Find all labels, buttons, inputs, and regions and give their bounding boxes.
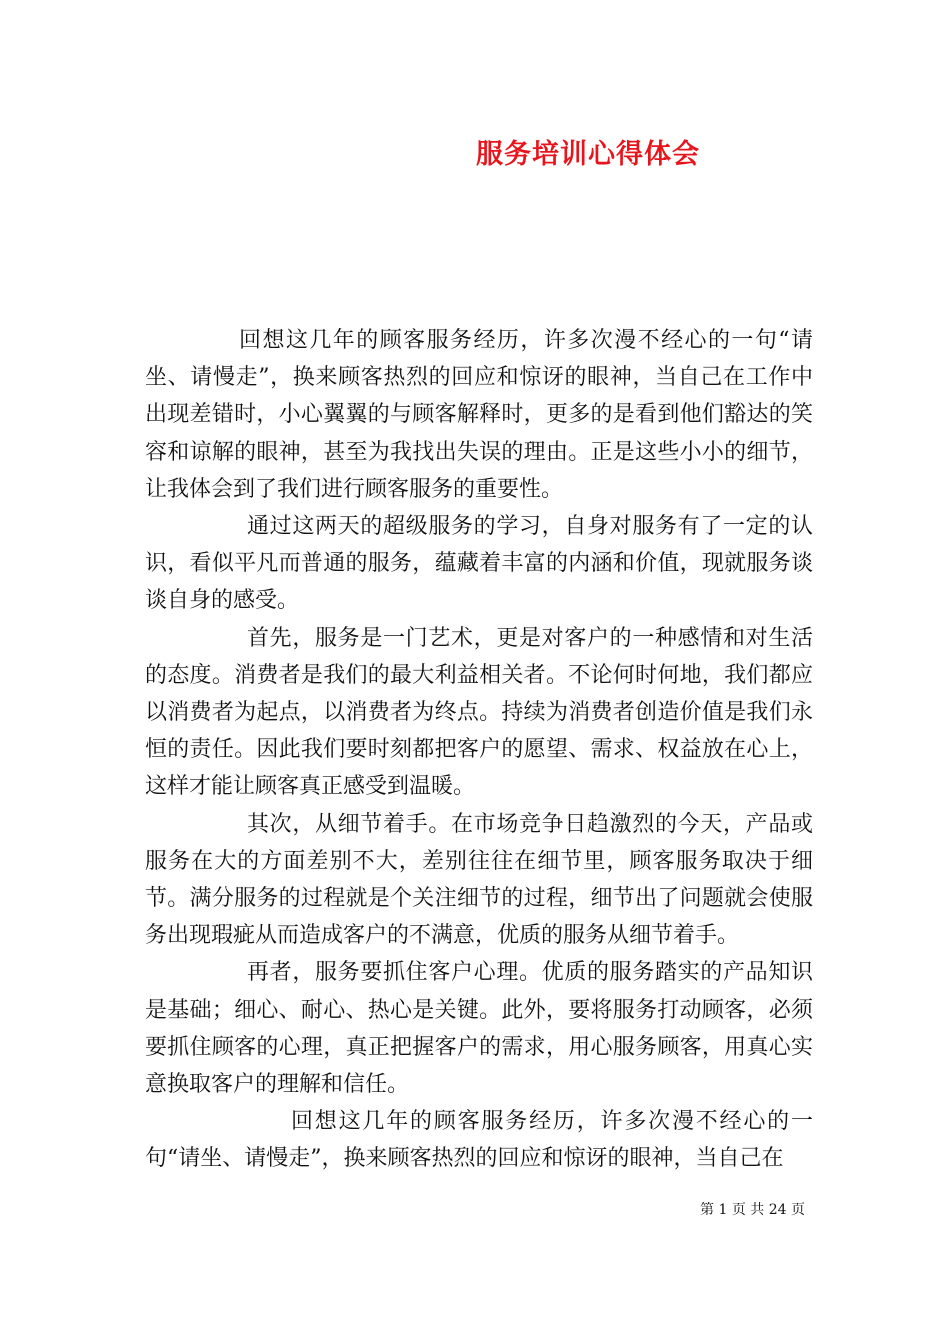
paragraph-2: 通过这两天的超级服务的学习，自身对服务有了一定的认识，看似平凡而普通的服务，蕴藏着丰富的内涵和价值，现就服务谈谈自身的感受。 <box>145 514 813 614</box>
document-title: 服务培训心得体会 <box>476 139 700 170</box>
paragraph-6: 回想这几年的顾客服务经历，许多次漫不经心的一句“请坐、请慢走”，换来顾客热烈的回应和惊讶的眼神，当自己在 <box>145 1109 813 1172</box>
footer-suffix: 页 <box>791 1202 806 1218</box>
page-number-footer <box>700 1199 820 1219</box>
document-body <box>145 322 813 1178</box>
footer-current-page: 1 <box>718 1202 728 1218</box>
paragraph-5: 再者，服务要抓住客户心理。优质的服务踏实的产品知识是基础；细心、耐心、热心是关键。此外，要将服务打动顾客，必须要抓住顾客的心理，真正把握客户的需求，用心服务顾客，用真心实意换取客户的理解和信任。 <box>145 960 813 1098</box>
footer-prefix: 第 <box>700 1202 714 1218</box>
footer-middle: 页 共 <box>731 1202 765 1218</box>
paragraph-1: 回想这几年的顾客服务经历，许多次漫不经心的一句“请坐、请慢走”，换来顾客热烈的回应和惊讶的眼神，当自己在工作中出现差错时，小心翼翼的与顾客解释时，更多的是看到他们豁达的笑容和谅解的眼神，甚至为我找出失误的理由。正是这些小小的细节，让我体会到了我们进行顾客服务的重要性。 <box>145 328 813 502</box>
paragraph-4: 其次，从细节着手。在市场竞争日趋激烈的今天，产品或服务在大的方面差别不大，差别往往在细节里，顾客服务取决于细节。满分服务的过程就是个关注细节的过程，细节出了问题就会使服务出现瑕疵从而造成客户的不满意，优质的服务从细节着手。 <box>145 811 813 949</box>
paragraph-3: 首先，服务是一门艺术，更是对客户的一种感情和对生活的态度。消费者是我们的最大利益相关者。不论何时何地，我们都应以消费者为起点，以消费者为终点。持续为消费者创造价值是我们永恒的责任。因此我们要时刻都把客户的愿望、需求、权益放在心上，这样才能让顾客真正感受到温暖。 <box>145 625 813 800</box>
footer-total-pages: 24 <box>768 1202 787 1218</box>
